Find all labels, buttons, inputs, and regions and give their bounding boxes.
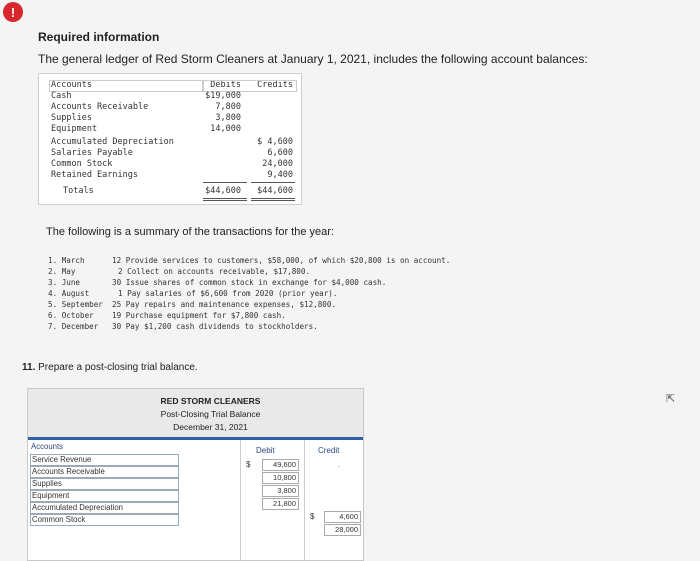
statement-title: Post-Closing Trial Balance: [160, 409, 261, 419]
ledger-totals-credit: $44,600: [257, 186, 293, 196]
ledger-balances: [38, 73, 302, 205]
transaction-no: 4. August: [48, 289, 90, 298]
ledger-credit: 6,600: [267, 148, 293, 158]
debit-column-header: Debit: [256, 446, 275, 455]
ledger-account: Cash: [51, 91, 72, 101]
transaction-no: 7. December: [48, 322, 99, 331]
ledger-row: [39, 148, 301, 159]
transaction-no: 2. May: [48, 267, 76, 276]
statement-date: December 31, 2021: [173, 422, 248, 432]
account-select[interactable]: Common Stock: [30, 514, 179, 526]
ledger-debit: $19,000: [205, 91, 241, 101]
ledger-totals-row: [39, 186, 301, 197]
account-select[interactable]: Supplies: [30, 478, 179, 490]
debit-input[interactable]: 21,800: [262, 498, 299, 510]
account-select[interactable]: Service Revenue: [30, 454, 179, 466]
debit-input[interactable]: 49,600: [262, 459, 299, 471]
ledger-row: [39, 102, 301, 113]
ledger-rule: [251, 182, 295, 183]
account-select[interactable]: Equipment: [30, 490, 179, 502]
ledger-account: Equipment: [51, 124, 98, 134]
table-row: [28, 454, 363, 469]
transaction-text: 30 Issue shares of common stock in exchange for $4,000 cash.: [112, 278, 387, 287]
ledger-double-rule: [251, 200, 295, 201]
account-select[interactable]: Accounts Receivable: [30, 466, 179, 478]
credit-input[interactable]: 28,000: [324, 524, 361, 536]
ledger-double-rule: [203, 198, 247, 199]
trial-balance-grid: [28, 440, 363, 560]
transaction-text: 25 Pay repairs and maintenance expenses, $12,800.: [112, 300, 337, 309]
ledger-account: Supplies: [51, 113, 92, 123]
transaction-no: 5. September: [48, 300, 103, 309]
debit-input[interactable]: 3,800: [262, 485, 299, 497]
summary-title: The following is a summary of the transactions for the year:: [46, 226, 334, 238]
ledger-row: [39, 124, 301, 135]
ledger-account: Salaries Payable: [51, 148, 133, 158]
accounts-column-header: Accounts: [30, 442, 177, 452]
transaction-no: 6. October: [48, 311, 94, 320]
credit-column-header: Credit: [318, 446, 340, 455]
intro-text: The general ledger of Red Storm Cleaners at January 1, 2021, includes the following account balances:: [38, 52, 588, 66]
ledger-row: [39, 113, 301, 124]
table-row: [28, 514, 363, 534]
transaction-text: 30 Pay $1,200 cash dividends to stockholders.: [112, 322, 318, 331]
ledger-rule: [203, 182, 247, 183]
debit-input[interactable]: 10,800: [262, 472, 299, 484]
transactions-list: [48, 255, 450, 332]
transaction-item: [48, 299, 450, 310]
ledger-debit: 3,800: [215, 113, 241, 123]
transaction-text: 19 Purchase equipment for $7,800 cash.: [112, 311, 286, 320]
required-info-title: Required information: [38, 30, 160, 44]
transaction-item: [48, 266, 450, 277]
question-number: 11.: [22, 362, 36, 373]
transaction-item: [48, 277, 450, 288]
trial-balance-header: [28, 389, 363, 437]
ledger-double-rule: [251, 198, 295, 199]
ledger-credit: 24,000: [262, 159, 293, 169]
alert-icon: !: [3, 2, 23, 22]
ledger-double-rule: [203, 200, 247, 201]
transaction-text: 1 Pay salaries of $6,600 from 2020 (prior year).: [118, 289, 338, 298]
transaction-no: 1. March: [48, 256, 85, 265]
ledger-totals-debit: $44,600: [205, 186, 241, 196]
table-row: [28, 466, 363, 482]
ledger-row: [39, 137, 301, 148]
ledger-debit: 14,000: [210, 124, 241, 134]
cell-cursor-mark: ⸳: [338, 463, 340, 470]
mouse-pointer-icon: ⇱: [666, 393, 676, 405]
ledger-header-accounts: Accounts: [51, 80, 92, 90]
transaction-text: 2 Collect on accounts receivable, $17,800.: [118, 267, 311, 276]
transaction-no: 3. June: [48, 278, 81, 287]
transaction-item: [48, 255, 450, 266]
ledger-credit: $ 4,600: [257, 137, 293, 147]
company-name: RED STORM CLEANERS: [160, 396, 261, 406]
ledger-header-credits: Credits: [257, 80, 293, 90]
table-row: [28, 478, 363, 495]
transaction-item: [48, 310, 450, 321]
post-closing-trial-balance: [27, 388, 364, 561]
account-select[interactable]: Accumulated Depreciation: [30, 502, 179, 514]
ledger-row: [39, 170, 301, 181]
ledger-account: Accumulated Depreciation: [51, 137, 174, 147]
question-text: Prepare a post-closing trial balance.: [38, 362, 198, 373]
dollar-sign: $: [246, 460, 251, 469]
ledger-row: [39, 91, 301, 102]
ledger-header-debits: Debits: [210, 80, 241, 90]
ledger-account: Accounts Receivable: [51, 102, 149, 112]
transaction-item: [48, 321, 450, 332]
ledger-debit: 7,800: [215, 102, 241, 112]
ledger-row: [39, 159, 301, 170]
dollar-sign: $: [310, 512, 315, 521]
ledger-account: Common Stock: [51, 159, 113, 169]
column-header-row: [28, 442, 363, 454]
ledger-credit: 9,400: [267, 170, 293, 180]
credit-input[interactable]: 4,600: [324, 511, 361, 523]
transaction-text: 12 Provide services to customers, $58,000, of which $20,800 is on account.: [112, 256, 451, 265]
question-label: [22, 362, 198, 373]
ledger-totals-label: Totals: [63, 186, 94, 196]
transaction-item: [48, 288, 450, 299]
ledger-account: Retained Earnings: [51, 170, 138, 180]
